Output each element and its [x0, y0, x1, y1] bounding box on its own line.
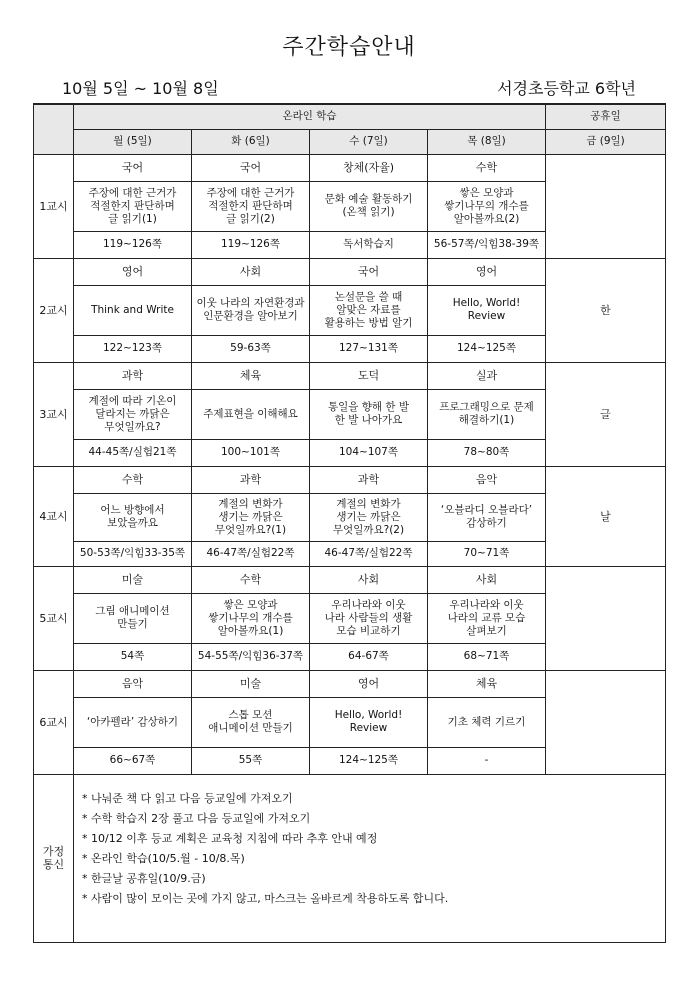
- holiday-char-cell: 글: [546, 362, 666, 466]
- subject-cell: 음악: [428, 466, 546, 493]
- page-cell: -: [428, 747, 546, 774]
- subject-cell: 사회: [192, 258, 310, 285]
- period-label: 6교시: [34, 670, 74, 774]
- note-item: * 나눠준 책 다 읽고 다음 등교일에 가져오기: [82, 789, 665, 809]
- page-cell: 54-55쪽/익힘36-37쪽: [192, 643, 310, 670]
- topic-cell: 이웃 나라의 자연환경과 인문환경을 알아보기: [192, 285, 310, 335]
- note-item: * 수학 학습지 2장 풀고 다음 등교일에 가져오기: [82, 809, 665, 829]
- day-header-fri: 금 (9일): [546, 129, 666, 154]
- subject-cell: 체육: [428, 670, 546, 697]
- topic-cell: ‘오블라디 오블라다’ 감상하기: [428, 493, 546, 541]
- topic-cell: 통일을 향해 한 발 한 발 나아가요: [310, 389, 428, 439]
- topic-cell: Think and Write: [74, 285, 192, 335]
- subject-cell: 국어: [192, 154, 310, 181]
- page-cell: 64-67쪽: [310, 643, 428, 670]
- family-notice-content: [74, 774, 666, 942]
- topic-cell: 계절에 따라 기온이 달라지는 까닭은 무엇일까요?: [74, 389, 192, 439]
- page-cell: 54쪽: [74, 643, 192, 670]
- page-cell: 78~80쪽: [428, 439, 546, 466]
- topic-cell: 주장에 대한 근거가 적절한지 판단하며 글 읽기(1): [74, 181, 192, 231]
- page-cell: 46-47쪽/실험22쪽: [310, 541, 428, 566]
- note-item: * 10/12 이후 등교 계획은 교육청 지침에 따라 추후 안내 예정: [82, 829, 665, 849]
- page-cell: 124~125쪽: [310, 747, 428, 774]
- school-grade: 서경초등학교 6학년: [497, 79, 636, 98]
- subject-cell: 수학: [74, 466, 192, 493]
- topic-cell: 기초 체력 기르기: [428, 697, 546, 747]
- friday-cell: [546, 670, 666, 774]
- topic-cell: 계절의 변화가 생기는 까닭은 무엇일까요?(1): [192, 493, 310, 541]
- topic-cell: 계절의 변화가 생기는 까닭은 무엇일까요?(2): [310, 493, 428, 541]
- period-label: 5교시: [34, 566, 74, 670]
- holiday-char-cell: 한: [546, 258, 666, 362]
- topic-cell: 문화 예술 활동하기 (온책 읽기): [310, 181, 428, 231]
- weekly-schedule-table: [33, 103, 666, 943]
- page-cell: 59-63쪽: [192, 335, 310, 362]
- subject-cell: 과학: [310, 466, 428, 493]
- topic-cell: 우리나라와 이웃 나라의 교류 모습 살펴보기: [428, 593, 546, 643]
- friday-cell: [546, 566, 666, 670]
- subject-cell: 음악: [74, 670, 192, 697]
- page-cell: 119~126쪽: [74, 231, 192, 258]
- subject-cell: 사회: [310, 566, 428, 593]
- topic-cell: 논설문을 쓸 때 알맞은 자료를 활용하는 방법 알기: [310, 285, 428, 335]
- page-cell: 55쪽: [192, 747, 310, 774]
- period-label: 1교시: [34, 154, 74, 258]
- subject-cell: 영어: [310, 670, 428, 697]
- subject-cell: 사회: [428, 566, 546, 593]
- page-cell: 127~131쪽: [310, 335, 428, 362]
- note-item: * 사람이 많이 모이는 곳에 가지 않고, 마스크는 올바르게 착용하도록 합니다.: [82, 889, 665, 909]
- notes-list: [82, 789, 665, 909]
- page-cell: 100~101쪽: [192, 439, 310, 466]
- day-header-mon: 월 (5일): [74, 129, 192, 154]
- note-item: * 한글날 공휴일(10/9.금): [82, 869, 665, 889]
- topic-cell: 우리나라와 이웃 나라 사람들의 생활 모습 비교하기: [310, 593, 428, 643]
- subject-cell: 미술: [74, 566, 192, 593]
- subject-cell: 영어: [428, 258, 546, 285]
- topic-cell: 쌓은 모양과 쌓기나무의 개수를 알아볼까요(2): [428, 181, 546, 231]
- holiday-char-cell: 날: [546, 466, 666, 566]
- holiday-header: 공휴일: [546, 104, 666, 129]
- subject-cell: 과학: [192, 466, 310, 493]
- page-cell: 122~123쪽: [74, 335, 192, 362]
- day-header-wed: 수 (7일): [310, 129, 428, 154]
- topic-cell: 스톱 모션 애니메이션 만들기: [192, 697, 310, 747]
- topic-cell: 주제표현을 이해해요: [192, 389, 310, 439]
- topic-cell: 어느 방향에서 보았을까요: [74, 493, 192, 541]
- page-cell: 68~71쪽: [428, 643, 546, 670]
- period-label: 2교시: [34, 258, 74, 362]
- subject-cell: 체육: [192, 362, 310, 389]
- page-cell: 119~126쪽: [192, 231, 310, 258]
- subject-cell: 과학: [74, 362, 192, 389]
- subject-cell: 수학: [192, 566, 310, 593]
- subject-cell: 영어: [74, 258, 192, 285]
- date-range: 10월 5일 ~ 10월 8일: [62, 79, 219, 98]
- subject-cell: 수학: [428, 154, 546, 181]
- note-item: * 온라인 학습(10/5.월 - 10/8.목): [82, 849, 665, 869]
- subject-cell: 실과: [428, 362, 546, 389]
- period-label: 4교시: [34, 466, 74, 566]
- subject-cell: 국어: [74, 154, 192, 181]
- topic-cell: Hello, World! Review: [310, 697, 428, 747]
- page-cell: 104~107쪽: [310, 439, 428, 466]
- page-cell: 56-57쪽/익힘38-39쪽: [428, 231, 546, 258]
- day-header-thu: 목 (8일): [428, 129, 546, 154]
- page-cell: 124~125쪽: [428, 335, 546, 362]
- page-cell: 44-45쪽/실험21쪽: [74, 439, 192, 466]
- period-label: 3교시: [34, 362, 74, 466]
- topic-cell: 쌓은 모양과 쌓기나무의 개수를 알아볼까요(1): [192, 593, 310, 643]
- online-header: 온라인 학습: [74, 104, 546, 129]
- topic-cell: Hello, World! Review: [428, 285, 546, 335]
- day-header-tue: 화 (6일): [192, 129, 310, 154]
- subject-cell: 국어: [310, 258, 428, 285]
- page-cell: 46-47쪽/실험22쪽: [192, 541, 310, 566]
- topic-cell: ‘아카펠라’ 감상하기: [74, 697, 192, 747]
- page-cell: 70~71쪽: [428, 541, 546, 566]
- page-title: 주간학습안내: [282, 35, 416, 60]
- subject-cell: 미술: [192, 670, 310, 697]
- page-cell: 독서학습지: [310, 231, 428, 258]
- page-cell: 66~67쪽: [74, 747, 192, 774]
- corner-cell: [34, 104, 74, 154]
- family-notice-label: 가정 통신: [34, 774, 74, 942]
- topic-cell: 주장에 대한 근거가 적절한지 판단하며 글 읽기(2): [192, 181, 310, 231]
- subject-cell: 도덕: [310, 362, 428, 389]
- friday-cell: [546, 154, 666, 258]
- subject-cell: 창체(자율): [310, 154, 428, 181]
- topic-cell: 그림 애니메이션 만들기: [74, 593, 192, 643]
- page-cell: 50-53쪽/익힘33-35쪽: [74, 541, 192, 566]
- topic-cell: 프로그래밍으로 문제 해결하기(1): [428, 389, 546, 439]
